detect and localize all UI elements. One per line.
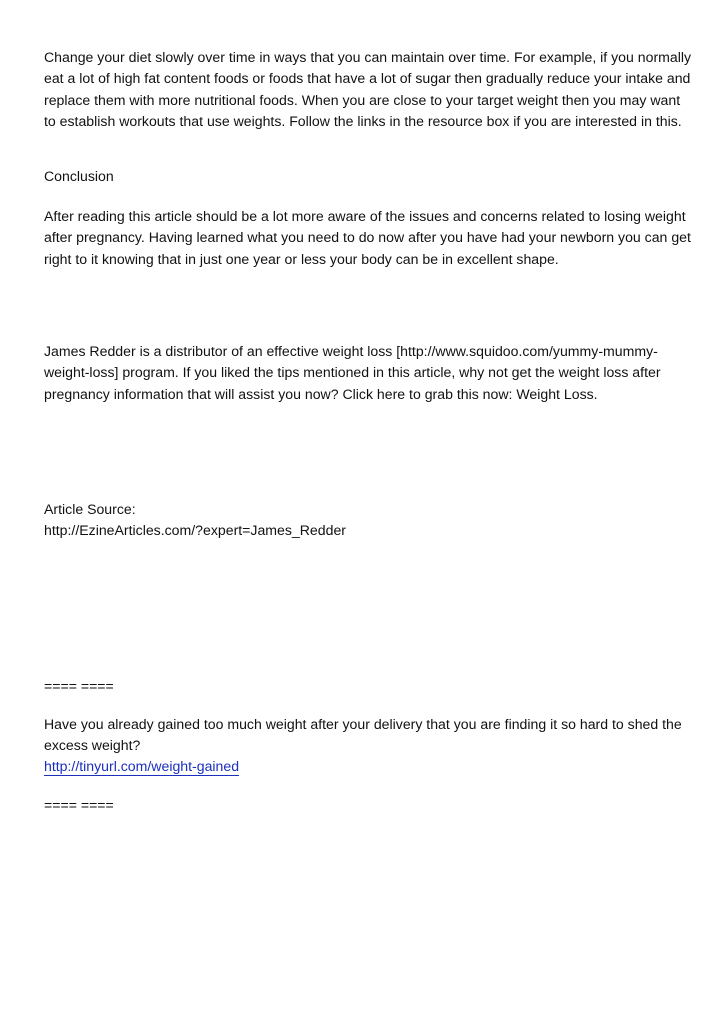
promo-paragraph: Have you already gained too much weight after your delivery that you are finding it so hard to shed the excess weight? (44, 716, 682, 754)
promo-link-container (44, 756, 694, 777)
conclusion-heading: Conclusion (44, 168, 114, 184)
separator-bottom: ==== ==== (44, 797, 114, 813)
author-bio-paragraph: James Redder is a distributor of an effective weight loss [http://www.squidoo.com/yummy-mummy-weight-loss] program. If you liked the tips mentioned in this article, why not get the weight loss after pregnancy information that will assist you now? Click here to grab this now: Weight Loss. (44, 343, 661, 402)
promo-link[interactable]: http://tinyurl.com/weight-gained (44, 758, 240, 774)
diet-advice-paragraph: Change your diet slowly over time in ways that you can maintain over time. For example, if you normally eat a lot of high fat content foods or foods that have a lot of sugar then gradually reduce your intake and replace them with more nutritional foods. When you are close to your target weight then you may want to establish workouts that use weights. Follow the links in the resource box if you are interested in this. (44, 49, 692, 129)
article-source-label: Article Source: (44, 501, 136, 517)
separator-top: ==== ==== (44, 678, 114, 694)
conclusion-paragraph: After reading this article should be a lot more aware of the issues and concerns related to losing weight after pregnancy. Having learned what you need to do now after you have had your newborn you can get right to it knowing that in just one year or less your body can be in excellent shape. (44, 208, 691, 267)
article-source-url: http://EzineArticles.com/?expert=James_Redder (44, 522, 346, 538)
